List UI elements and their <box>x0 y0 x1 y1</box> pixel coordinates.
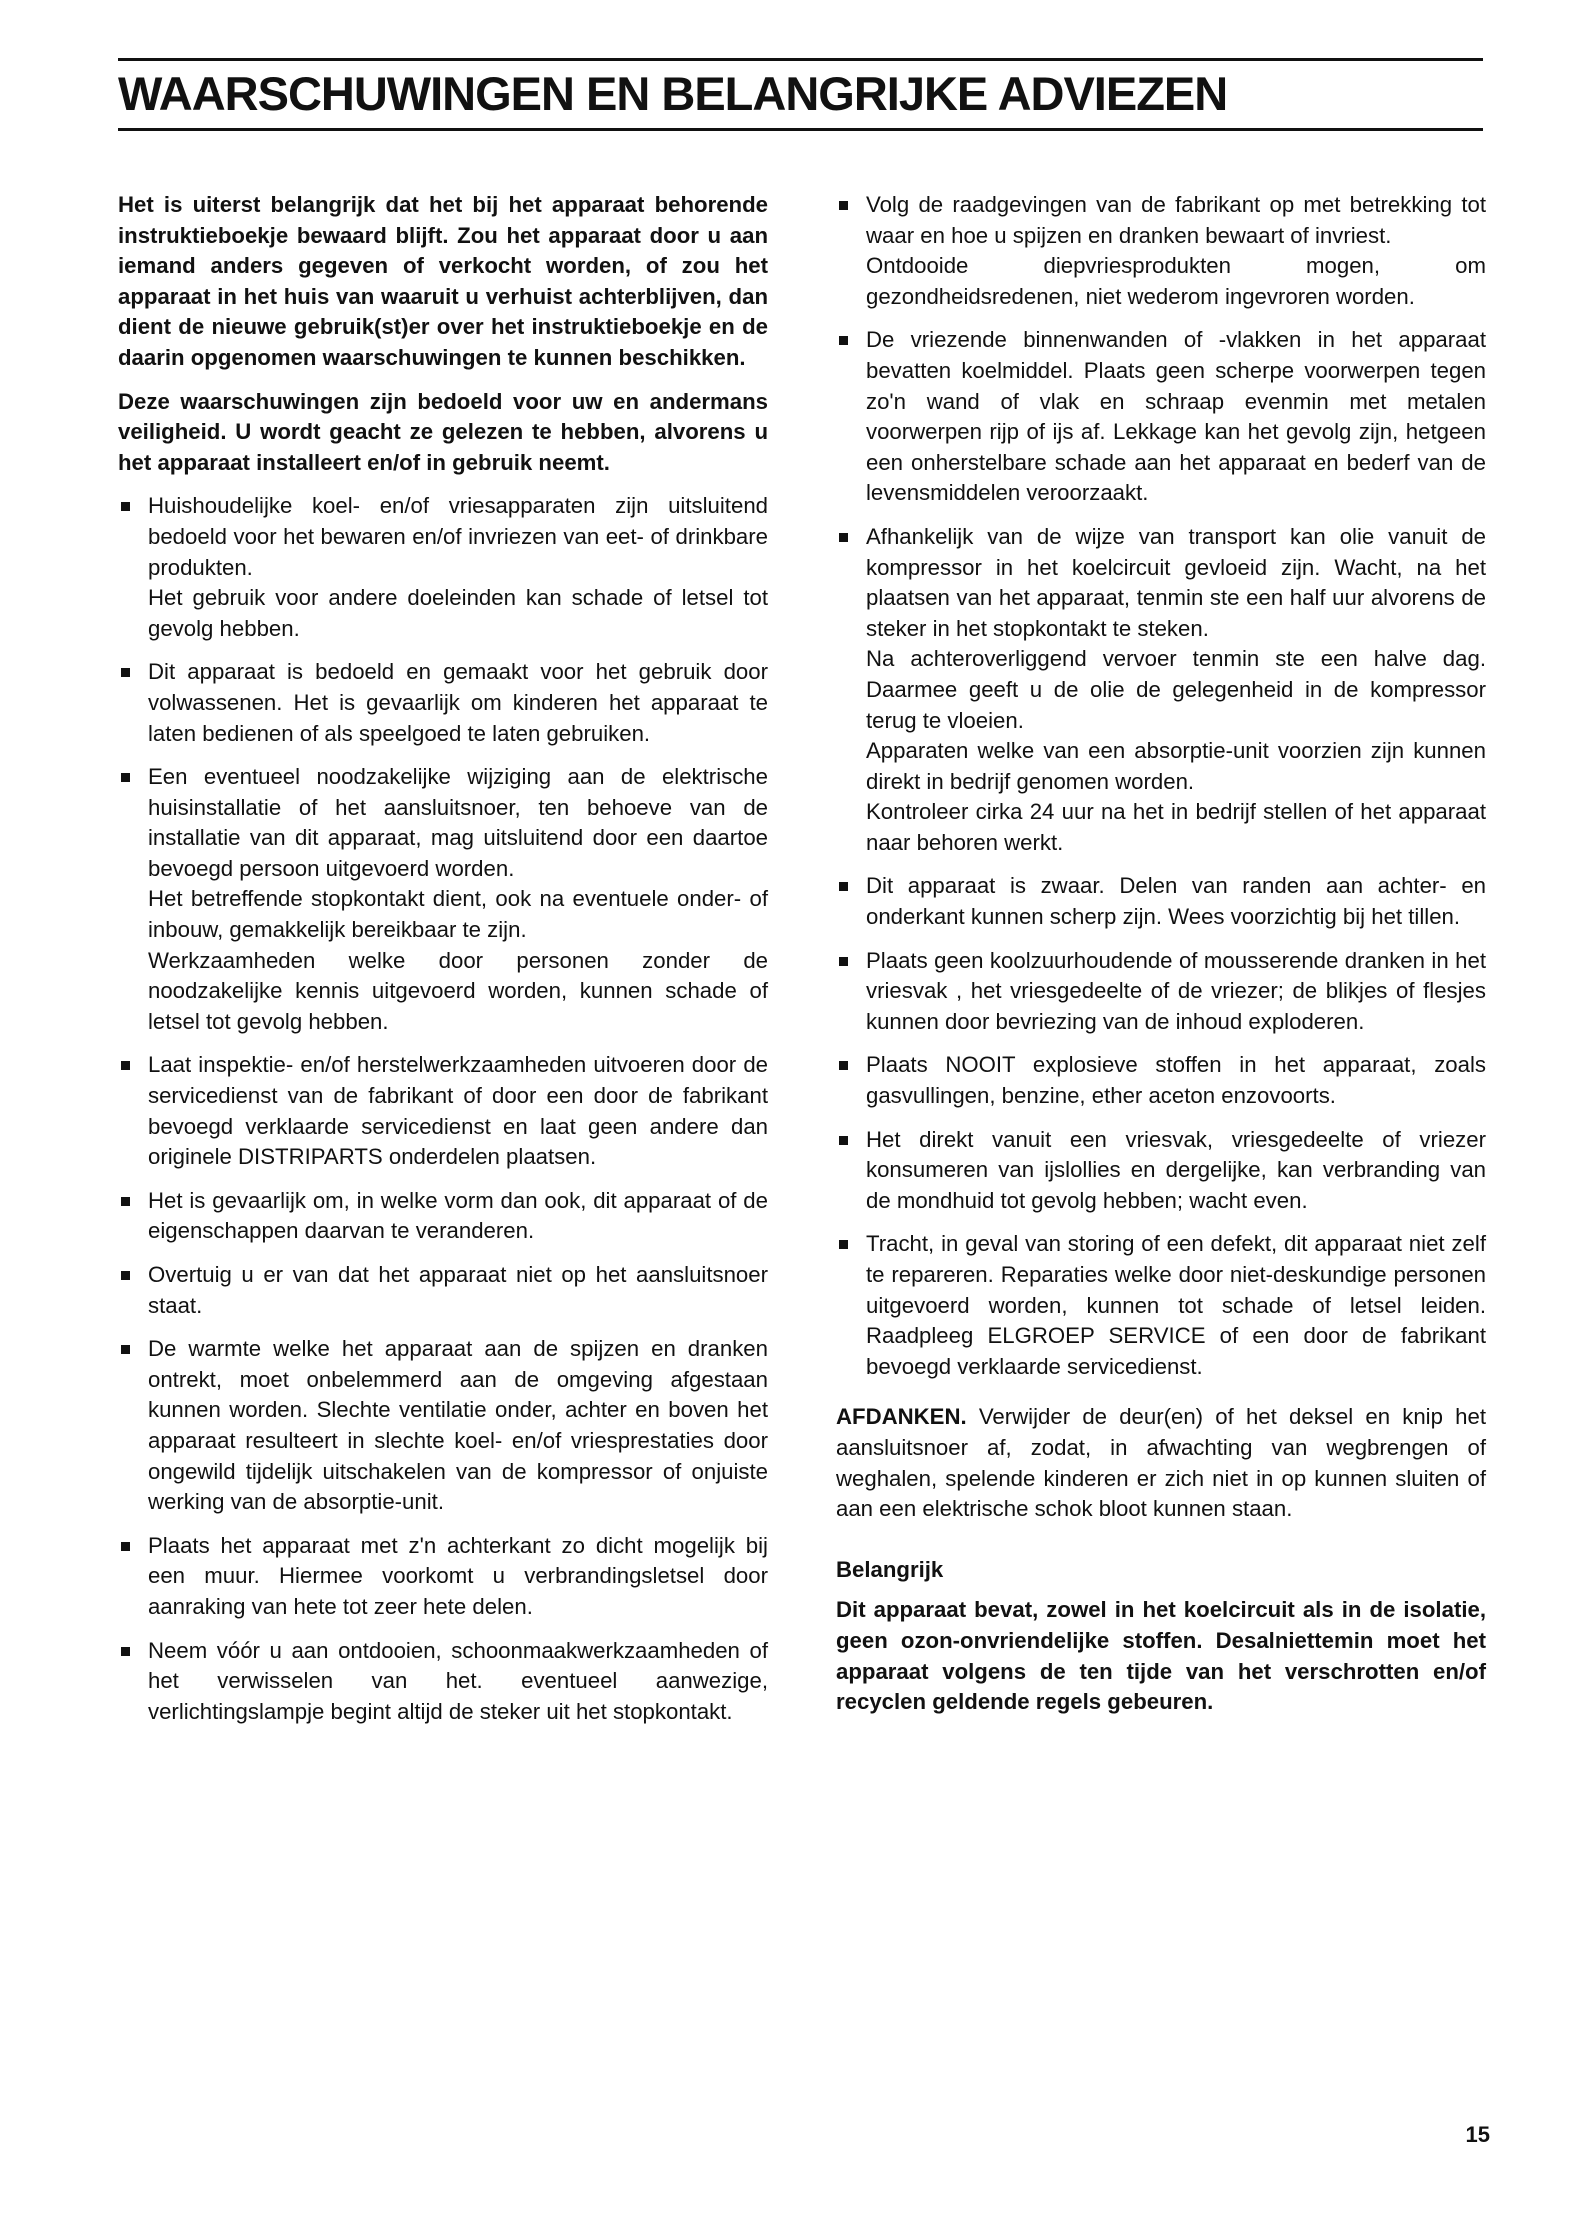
intro-paragraph-1: Het is uiterst belangrijk dat het bij het apparaat behorende instruktieboekje bewaard blijft. Zou het apparaat door u aan iemand anders gegeven of verkocht worden, of zou het apparaat in het huis van waaruit u verhuist achterblijven, dan dient de nieuwe gebruik(st)er over het instruktieboekje en de daarin opgenomen waarschuwingen te kunnen beschikken. <box>118 192 768 370</box>
warning-text: Het betreffende stopkontakt dient, ook na eventuele onder- of inbouw, gemakkelijk bereikbaar te zijn. <box>148 886 768 943</box>
warning-item <box>836 190 1486 312</box>
important-text: Dit apparaat bevat, zowel in het koelcircuit als in de isolatie, geen ozon-onvriendelijke stoffen. Desalniettemin moet het apparaat volgens de ten tijde van het verschrotten en/of recyclen geldende regels gebeuren. <box>836 1597 1486 1715</box>
disposal-label: AFDANKEN. <box>836 1404 967 1430</box>
warning-item <box>118 1186 768 1247</box>
bullet-square-icon <box>839 201 848 210</box>
bullet-square-icon <box>839 1240 848 1249</box>
bullet-square-icon <box>121 1271 130 1280</box>
warning-text: Apparaten welke van een absorptie-unit voorzien zijn kunnen direkt in bedrijf genomen worden. <box>866 738 1486 794</box>
page-number: 15 <box>1465 2122 1490 2147</box>
warning-text: Dit apparaat is zwaar. Delen van randen aan achter- en onderkant kunnen scherp zijn. Wees voorzichtig bij het tillen. <box>866 873 1486 930</box>
warning-text: Werkzaamheden welke door personen zonder de noodzakelijke kennis uitgevoerd worden, kunnen schade of letsel tot gevolg hebben. <box>148 947 768 1034</box>
bullet-square-icon <box>839 336 848 345</box>
warning-item <box>118 1636 768 1728</box>
bullet-square-icon <box>121 1647 130 1656</box>
warning-item <box>836 946 1486 1038</box>
warning-item <box>118 762 768 1037</box>
warning-text: Afhankelijk van de wijze van transport kan olie vanuit de kompressor in het koelcircuit gevloeid zijn. Wacht, na het plaatsen van het apparaat, tenmin ste een half uur alvorens de steker in het stopkontakt te steken. <box>866 523 1486 641</box>
disposal-text: Verwijder de deur(en) of het deksel en knip het aansluitsnoer af, zodat, in afwachting van wegbrengen of weghalen, spelende kinderen er zich niet in op kunnen sluiten of aan een elektrische schok bloot kunnen staan. <box>836 1404 1486 1522</box>
left-warning-list <box>118 491 768 1727</box>
warning-text: Huishoudelijke koel- en/of vriesapparaten zijn uitsluitend bedoeld voor het bewaren en/of invriezen van eet- of drinkbare produkten. <box>148 493 768 580</box>
warning-item <box>118 1531 768 1623</box>
warning-item <box>836 325 1486 509</box>
warning-text: Het gebruik voor andere doeleinden kan schade of letsel tot gevolg hebben. <box>148 585 768 641</box>
warning-text: Plaats geen koolzuurhoudende of mousserende dranken in het vriesvak , het vriesgedeelte of de vriezer; de blikjes of flesjes kunnen door bevriezing van de inhoud exploderen. <box>866 947 1486 1034</box>
bullet-square-icon <box>839 957 848 966</box>
warning-text: De vriezende binnenwanden of -vlakken in het apparaat bevatten koelmiddel. Plaats geen scherpe voorwerpen tegen zo'n wand of vlak en schraap evenmin met metalen voorwerpen rijp of ijs af. Lekkage kan het gevolg zijn, hetgeen een onherstelbare schade aan het apparaat en bederf van de levensmiddelen veroorzaakt. <box>866 327 1486 506</box>
warning-item <box>836 871 1486 932</box>
bullet-square-icon <box>121 502 130 511</box>
bullet-square-icon <box>839 1061 848 1070</box>
bullet-square-icon <box>121 1061 130 1070</box>
warning-text: Overtuig u er van dat het apparaat niet op het aansluitsnoer staat. <box>148 1262 768 1318</box>
right-warning-list <box>836 190 1486 1382</box>
bullet-square-icon <box>839 1136 848 1145</box>
page-title: WAARSCHUWINGEN EN BELANGRIJKE ADVIEZEN <box>118 67 1228 120</box>
warning-item <box>836 1050 1486 1111</box>
bullet-square-icon <box>839 882 848 891</box>
warning-text: Dit apparaat is bedoeld en gemaakt voor het gebruik door volwassenen. Het is gevaarlijk om kinderen het apparaat te laten bedienen of als speelgoed te laten gebruiken. <box>148 659 768 746</box>
warning-item <box>118 657 768 749</box>
bullet-square-icon <box>121 1542 130 1551</box>
warning-text: Kontroleer cirka 24 uur na het in bedrijf stellen of het apparaat naar behoren werkt. <box>866 799 1486 855</box>
warning-text: Tracht, in geval van storing of een defekt, dit apparaat niet zelf te repareren. Reparaties welke door niet-deskundige personen uitgevoerd worden, kunnen tot schade of letsel leiden. Raadpleeg ELGROEP SERVICE of een door de fabrikant bevoegd verklaarde servicedienst. <box>866 1231 1486 1379</box>
warning-text: Na achteroverliggend vervoer tenmin ste een halve dag. Daarmee geeft u de olie de gelegenheid in de kompressor terug te vloeien. <box>866 646 1486 733</box>
warning-text: Plaats het apparaat met z'n achterkant zo dicht mogelijk bij een muur. Hiermee voorkomt u verbrandingsletsel door aanraking van hete tot zeer hete delen. <box>148 1532 768 1619</box>
warning-item <box>836 1125 1486 1217</box>
warning-text: De warmte welke het apparaat aan de spijzen en dranken ontrekt, moet onbelemmerd aan de omgeving afgestaan kunnen worden. Slechte ventilatie onder, achter en boven het apparaat resulteert in slechte koel- en/of vriesprestaties door ongewild tijdelijk uitschakelen van de kompressor of onjuiste werking van de absorptie-unit. <box>148 1336 768 1515</box>
warning-text: Neem vóór u aan ontdooien, schoonmaakwerkzaamheden of het verwisselen van het. eventueel aanwezige, verlichtingslampje begint altijd de steker uit het stopkontakt. <box>148 1637 768 1724</box>
warning-item <box>118 1334 768 1518</box>
warning-text: Plaats NOOIT explosieve stoffen in het apparaat, zoals gasvullingen, benzine, ether aceton enzovoorts. <box>866 1052 1486 1109</box>
top-rule-upper <box>118 58 1483 61</box>
warning-item <box>836 1229 1486 1382</box>
warning-text: Het direkt vanuit een vriesvak, vriesgedeelte of vriezer konsumeren van ijslollies en dergelijke, kan verbranding van de mondhuid tot gevolg hebben; wacht even. <box>866 1126 1486 1213</box>
warning-item <box>118 1050 768 1172</box>
bullet-square-icon <box>121 1197 130 1206</box>
right-column <box>836 190 1486 1731</box>
left-column <box>118 190 768 1740</box>
warning-text: Het is gevaarlijk om, in welke vorm dan ook, dit apparaat of de eigenschappen daarvan te veranderen. <box>148 1187 768 1244</box>
warning-text: Ontdooide diepvriesprodukten mogen, om gezondheidsredenen, niet wederom ingevroren worden. <box>866 253 1486 309</box>
warning-item <box>118 1260 768 1321</box>
warning-item <box>118 491 768 644</box>
disposal-paragraph <box>836 1402 1486 1524</box>
warning-text: Volg de raadgevingen van de fabrikant op met betrekking tot waar en hoe u spijzen en dranken bewaart of invriest. <box>866 192 1486 248</box>
intro-paragraph-2: Deze waarschuwingen zijn bedoeld voor uw en andermans veiligheid. U wordt geacht ze gelezen te hebben, alvorens u het apparaat installeert en/of in gebruik neemt. <box>118 388 768 475</box>
bullet-square-icon <box>839 533 848 542</box>
important-heading: Belangrijk <box>836 1556 944 1582</box>
bullet-square-icon <box>121 1345 130 1354</box>
bullet-square-icon <box>121 773 130 782</box>
top-rule-lower <box>118 128 1483 131</box>
warning-text: Laat inspektie- en/of herstelwerkzaamheden uitvoeren door de servicedienst van de fabrikant of door een door de fabrikant bevoegd verklaarde servicedienst en laat geen andere dan originele DISTRIPARTS onderdelen plaatsen. <box>148 1052 768 1170</box>
warning-text: Een eventueel noodzakelijke wijziging aan de elektrische huisinstallatie of het aansluitsnoer, ten behoeve van de installatie van dit apparaat, mag uitsluitend door een daartoe bevoegd persoon uitgevoerd worden. <box>148 764 768 881</box>
warning-item <box>836 522 1486 859</box>
bullet-square-icon <box>121 668 130 677</box>
